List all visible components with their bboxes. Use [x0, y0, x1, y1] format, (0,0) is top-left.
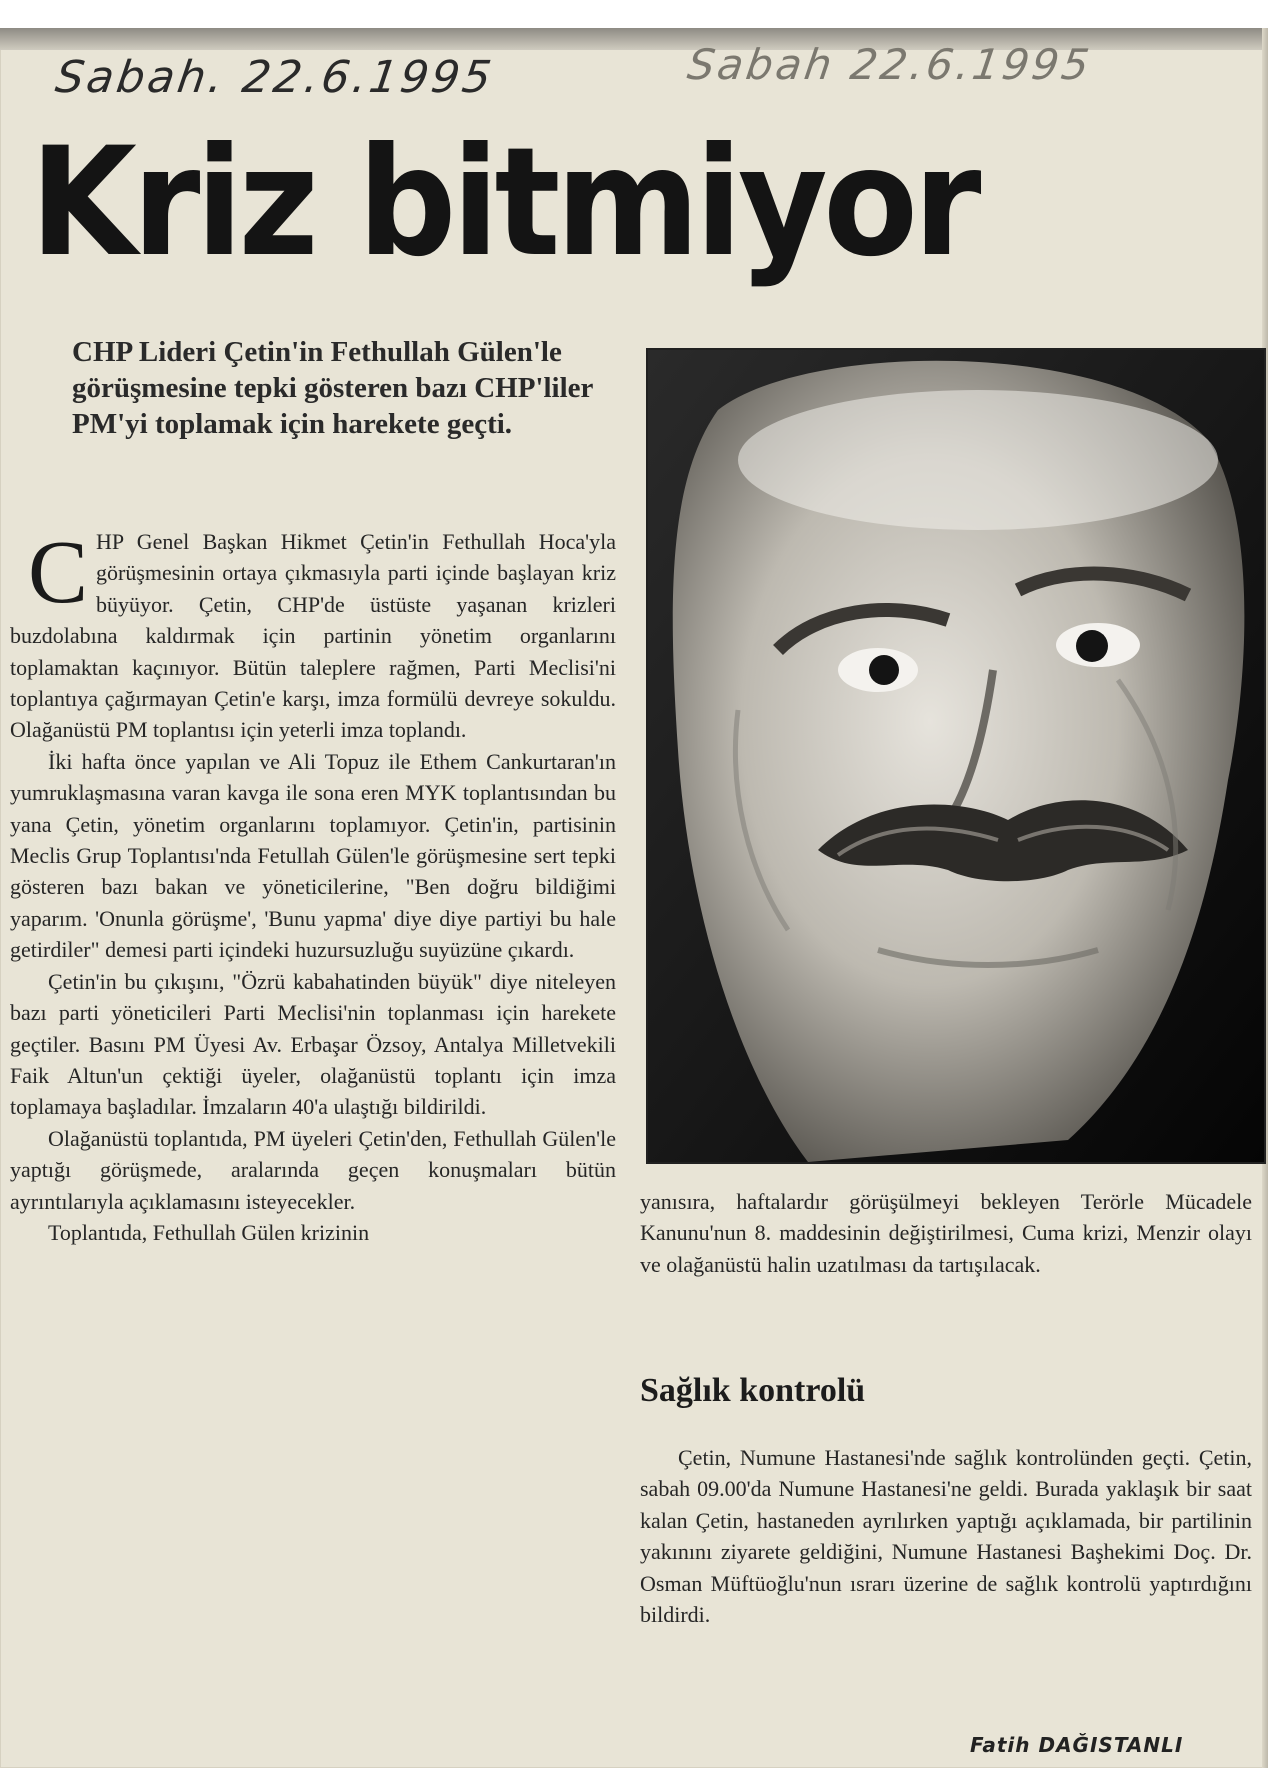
paragraph: İki hafta önce yapılan ve Ali Topuz ile Ethem Cankurtaran'ın yumruklaşmasına varan kavga ile sona eren MYK toplantısından bu yana Çetin, yönetim organlarını toplamıyor. Çetin'in, partisinin Meclis Grup Toplantısı'nda Fetullah Gülen'le görüşmesine sert tepki gösteren bazı bakan ve yöneticilerine, "Ben doğru bildiğimi yaparım. 'Onunla görüşme', 'Bunu yapma' diye diye partiyi bu hale getirdiler" demesi parti içindeki huzursuzluğu suyüzüne çıkardı. [10, 748, 616, 963]
paragraph: yanısıra, haftalardır görüşülmeyi bekleyen Terörle Mücadele Kanunu'nun 8. maddesinin değiştirilmesi, Cuma krizi, Menzir olayı ve olağanüstü halin uzatılması da tartışılacak. [640, 1189, 1252, 1277]
paragraph: Toplantıda, Fethullah Gülen krizinin [48, 1219, 370, 1245]
portrait-photo [646, 348, 1266, 1164]
paragraph: Çetin'in bu çıkışını, "Özrü kabahatinden büyük" diye niteleyen bazı parti yöneticileri Parti Meclisi'nin toplanması için harekete geçtiler. Basını PM Üyesi Av. Erbaşar Özsoy, Antalya Milletvekili Faik Altun'un çektiği üyeler, olağanüstü toplantı için imza toplamaya başladılar. İmzaların 40'a ulaştığı bildirildi. [10, 968, 616, 1120]
portrait-illustration [648, 350, 1264, 1162]
paragraph: Olağanüstü toplantıda, PM üyeleri Çetin'den, Fethullah Gülen'le yaptığı görüşmede, aralarında geçen konuşmaları bütün ayrıntılarıyla açıklamasını isteyecekler. [10, 1125, 616, 1214]
section-subheading: Sağlık kontrolü [640, 1372, 866, 1409]
author-byline: Fatih DAĞISTANLI [970, 1733, 1184, 1757]
headline: Kriz bitmiyor [30, 116, 977, 290]
handwritten-date-note-faded: Sabah 22.6.1995 [684, 40, 1095, 89]
article-right-column-bottom [640, 1442, 1252, 1630]
paragraph: Çetin, Numune Hastanesi'nde sağlık kontrolünden geçti. Çetin, sabah 09.00'da Numune Hastanesi'ne geldi. Burada yaklaşık bir saat kalan Çetin, hastaneden ayrılırken yaptığı açıklamada, bir partilinin yakınını ziyarete geldiğini, Numune Hastanesi Başhekimi Doç. Dr. Osman Müftüoğlu'nun ısrarı üzerine de sağlık kontrolü yaptırdığını bildirdi. [640, 1445, 1252, 1628]
paragraph: HP Genel Başkan Hikmet Çetin'in Fethullah Hoca'yla görüşmesinin ortaya çıkmasıyla parti içinde başlayan kriz büyüyor. Çetin, CHP'de üstüste yaşanan krizleri buzdolabına kaldırmak için partinin yönetim organlarını toplamaktan kaçınıyor. Bütün taleplere rağmen, Parti Meclisi'ni toplantıya çağırmayan Çetin'e karşı, imza formülü devreye sokuldu. Olağanüstü PM toplantısı için yeterli imza toplandı. [10, 529, 616, 743]
drop-cap: C [28, 523, 89, 622]
article-left-column [10, 523, 616, 1248]
handwritten-date-note: Sabah. 22.6.1995 [52, 52, 498, 103]
article-right-column-top [640, 1186, 1252, 1280]
deck-subheadline: CHP Lideri Çetin'in Fethullah Gülen'le görüşmesine tepki gösteren bazı CHP'liler PM'yi toplamak için harekete geçti. [72, 336, 593, 440]
